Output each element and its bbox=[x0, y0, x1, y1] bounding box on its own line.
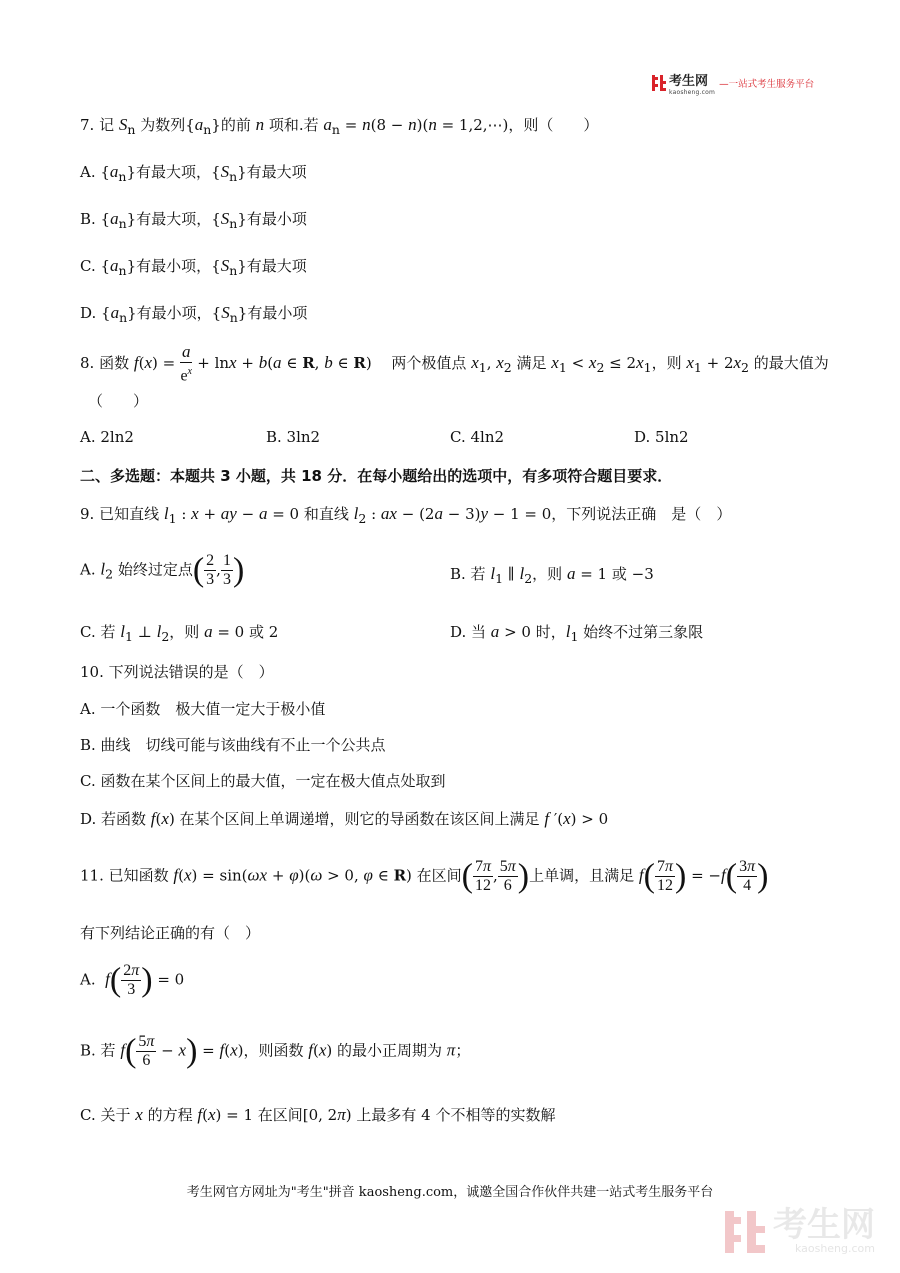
q7-option-d: D. $\{a_n\}$有最小项，$\{S_n\}$有最小项 bbox=[80, 303, 308, 325]
watermark-logo-icon bbox=[725, 1211, 767, 1253]
logo-slogan: —一站式考生服务平台 bbox=[719, 79, 815, 90]
q10-option-c: C. 函数在某个区间上的最大值，一定在极大值点处取到 bbox=[80, 772, 446, 790]
q11-stem2: 有下列结论正确的有（ ） bbox=[80, 924, 261, 942]
q10-option-a: A. 一个函数 极大值一定大于极小值 bbox=[80, 700, 326, 718]
q8-option-d: D. 5ln2 bbox=[634, 428, 689, 446]
q7-stem: 7. 记 $S_n$ 为数列$\{a_n\}$的前 n 项和.若 $a_n = n(8 - n)(n$ = 1,2,⋯)，则（ ） bbox=[80, 115, 599, 137]
watermark-name: 考生网 bbox=[773, 1205, 875, 1245]
q8-option-c: C. 4ln2 bbox=[450, 428, 505, 446]
q8-option-a: A. 2ln2 bbox=[80, 428, 134, 446]
q9-option-a: A. $l_2$ 始终过定点( $\frac{2}{3}$ , $\frac{1}{3}$ ) bbox=[80, 551, 245, 589]
q10-option-b: B. 曲线 切线可能与该曲线有不止一个公共点 bbox=[80, 736, 386, 754]
q9-option-c: C. 若 $l_1$ ⊥ $l_2$，则 a = 0 或 2 bbox=[80, 622, 279, 644]
q7-option-c: C. $\{a_n\}$有最小项，$\{S_n\}$有最大项 bbox=[80, 256, 307, 278]
q7-option-a: A. $\{a_n\}$有最大项，$\{S_n\}$有最大项 bbox=[80, 162, 307, 184]
q9-option-d: D. 当 a > 0 时，$l_1$ 始终不过第三象限 bbox=[450, 622, 704, 644]
section-title: 二、多选题：本题共 3 小题，共 18 分．在每小题给出的选项中，有多项符合题目要求． bbox=[80, 467, 673, 485]
q8-option-b: B. 3ln2 bbox=[266, 428, 321, 446]
q8-stem-paren: （ ） bbox=[88, 392, 149, 410]
q8-stem: 8. 函数 f(x) = $\frac{a}{e^x}$ + lnx + b(a ∈ R, b ∈ R) 两个极值点 $x_1$, $x_2$ 满足 $x_1 < x_2 \le 2x_1$，则 $x_1 + 2x_2$ 的最大值为 bbox=[80, 342, 829, 385]
logo-icon bbox=[652, 75, 666, 91]
watermark-logo bbox=[725, 1205, 875, 1255]
q10-stem: 10. 下列说法错误的是（ ） bbox=[80, 663, 274, 681]
q9-stem: 9. 已知直线 $l_1$ : x + ay − a = 0 和直线 $l_2$ : ax − (2a − 3)y − 1 = 0，下列说法正确 是（ ） bbox=[80, 504, 732, 526]
logo-domain: kaosheng.com bbox=[669, 88, 716, 96]
q11-stem: 11. 已知函数 f(x) = sin(ωx + φ)(ω > 0, φ ∈ R) 在区间( $\frac{7\pi}{12}$ , $\frac{5\pi}{6}$ )上单调，且满足 f( $\frac{7\pi}{12}$ ) = −f( $\frac{3\pi}{4}$ ) bbox=[80, 857, 769, 895]
q11-option-b: B. 若 f( $\frac{5\pi}{6}$ − x) = f(x)，则函数 f(x) 的最小正周期为 π； bbox=[80, 1032, 471, 1070]
logo-name: 考生网 bbox=[669, 73, 709, 89]
q11-option-c: C. 关于 x 的方程 f(x) = 1 在区间[0, 2π) 上最多有 4 个不相等的实数解 bbox=[80, 1105, 556, 1124]
footer-text: 考生网官方网址为"考生"拼音 kaosheng.com，诚邀全国合作伙伴共建一站式考生服务平台 bbox=[186, 1185, 714, 1200]
watermark-domain: kaosheng.com bbox=[794, 1242, 875, 1255]
q11-option-a: A. f( $\frac{2\pi}{3}$ ) = 0 bbox=[80, 961, 185, 999]
q10-option-d: D. 若函数 f(x) 在某个区间上单调递增，则它的导函数在该区间上满足 f ′(x) > 0 bbox=[80, 809, 609, 828]
header-logo bbox=[652, 72, 814, 94]
q7-option-b: B. $\{a_n\}$有最大项，$\{S_n\}$有最小项 bbox=[80, 209, 307, 231]
q9-option-b: B. 若 $l_1$ ∥ $l_2$，则 a = 1 或 −3 bbox=[450, 564, 654, 586]
